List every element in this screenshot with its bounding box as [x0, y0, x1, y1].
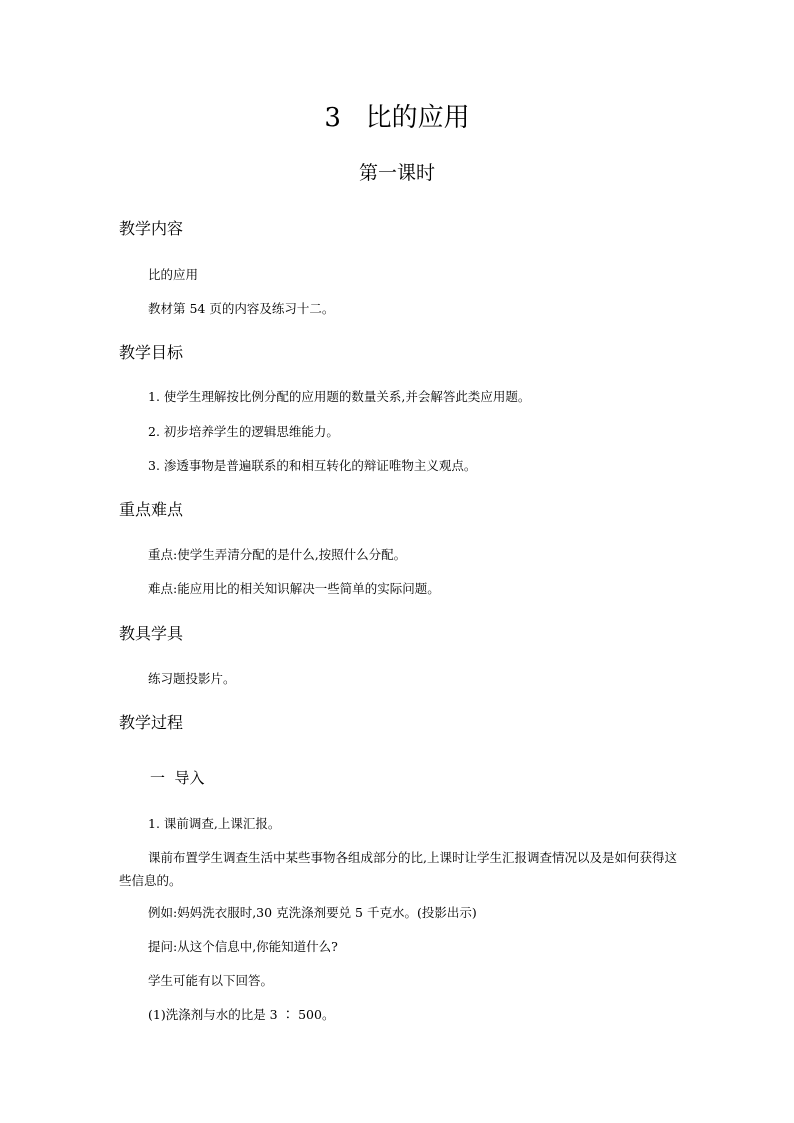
- content-line-1: 比的应用: [148, 267, 199, 282]
- section-heading-content: 教学内容: [119, 219, 184, 238]
- goal-line-3: 3. 渗透事物是普遍联系的和相互转化的辩证唯物主义观点。: [148, 458, 477, 473]
- content-line-2: 教材第 54 页的内容及练习十二。: [148, 301, 335, 316]
- section-heading-goals: 教学目标: [119, 343, 184, 362]
- keypoint-line-2: 难点:能应用比的相关知识解决一些简单的实际问题。: [148, 581, 440, 596]
- process-line-4: 提问:从这个信息中,你能知道什么?: [148, 939, 338, 954]
- process-line-6: (1)洗涤剂与水的比是 3 ∶ 500。: [148, 1007, 335, 1022]
- keypoint-line-1: 重点:使学生弄清分配的是什么,按照什么分配。: [148, 547, 407, 562]
- section-heading-keypoints: 重点难点: [119, 500, 184, 519]
- goal-line-1: 1. 使学生理解按比例分配的应用题的数量关系,并会解答此类应用题。: [148, 389, 531, 404]
- process-line-5: 学生可能有以下回答。: [148, 973, 274, 988]
- goal-line-2: 2. 初步培养学生的逻辑思维能力。: [148, 424, 339, 439]
- section-heading-tools: 教具学具: [119, 624, 184, 643]
- process-line-3: 例如:妈妈洗衣服时,30 克洗涤剂要兑 5 千克水。(投影出示): [148, 905, 477, 920]
- tools-line-1: 练习题投影片。: [148, 671, 236, 686]
- page-subtitle: 第一课时: [358, 162, 435, 184]
- process-line-1: 1. 课前调查,上课汇报。: [148, 816, 281, 831]
- section-heading-process: 教学过程: [119, 713, 184, 732]
- process-line-2: 课前布置学生调查生活中某些事物各组成部分的比,上课时让学生汇报调查情况以及是如何获得这些信息的。: [119, 850, 677, 888]
- page-title: 3 比的应用: [324, 103, 470, 133]
- process-subheading: 一 导入: [150, 769, 205, 787]
